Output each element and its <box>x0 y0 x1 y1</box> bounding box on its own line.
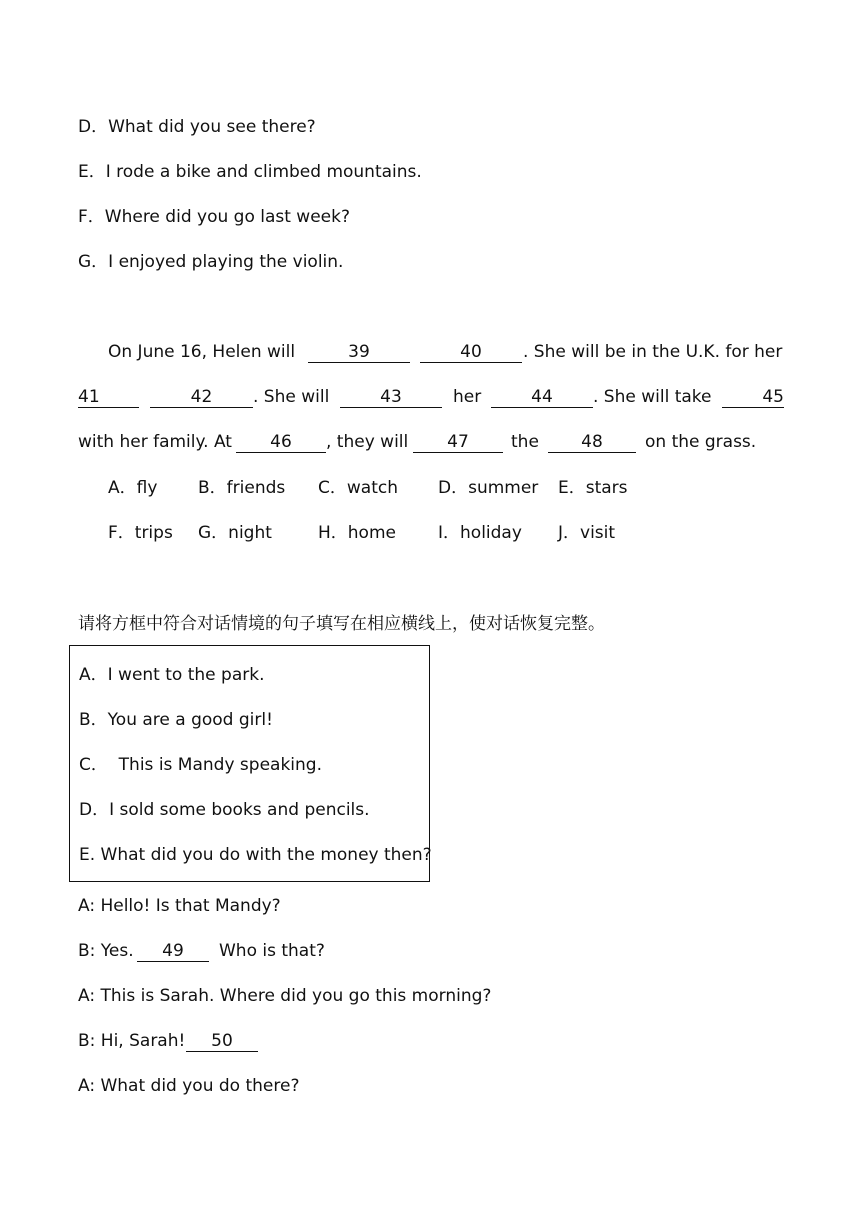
passage-text: On June 16, Helen will <box>108 342 296 362</box>
blank-45[interactable]: 45 <box>722 387 784 408</box>
word-bank-g: G．night <box>198 523 272 543</box>
dialogue-line-3: A: This is Sarah. Where did you go this morning? <box>78 986 492 1006</box>
blank-40[interactable]: 40 <box>420 342 522 363</box>
passage-text: the <box>511 432 539 452</box>
word-bank-f: F．trips <box>108 523 173 543</box>
passage-row-1 <box>78 340 784 364</box>
blank-49[interactable]: 49 <box>137 941 209 962</box>
options-box <box>69 645 430 882</box>
dialogue-line-5: A: What did you do there? <box>78 1076 300 1096</box>
blank-48[interactable]: 48 <box>548 432 636 453</box>
word-bank-a: A．fly <box>108 478 158 498</box>
blank-39[interactable]: 39 <box>308 342 410 363</box>
section-instruction: 请将方框中符合对话情境的句子填写在相应横线上，使对话恢复完整。 <box>78 614 605 634</box>
blank-47[interactable]: 47 <box>413 432 503 453</box>
dialogue-text: Who is that? <box>219 941 325 961</box>
dialogue-text: B: Yes. <box>78 941 134 961</box>
dialogue-text: B: Hi, Sarah! <box>78 1031 186 1051</box>
blank-50[interactable]: 50 <box>186 1031 258 1052</box>
passage-text: . She will take <box>593 387 712 407</box>
word-bank-i: I．holiday <box>438 523 522 543</box>
passage-text: , they will <box>326 432 409 452</box>
passage-text: with her family. At <box>78 432 232 452</box>
word-bank-e: E．stars <box>558 478 628 498</box>
box-option-e: E. What did you do with the money then? <box>79 845 432 865</box>
option-d: D．What did you see there? <box>78 117 316 137</box>
passage-text: on the grass. <box>645 432 757 452</box>
blank-42[interactable]: 42 <box>150 387 253 408</box>
passage-text: . She will <box>253 387 330 407</box>
dialogue-line-4 <box>78 1029 784 1053</box>
passage-text: her <box>453 387 482 407</box>
passage-row-2 <box>78 385 784 409</box>
blank-46[interactable]: 46 <box>236 432 326 453</box>
box-option-a: A．I went to the park. <box>79 665 265 685</box>
word-bank-j: J．visit <box>558 523 616 543</box>
option-g: G．I enjoyed playing the violin. <box>78 252 344 272</box>
blank-44[interactable]: 44 <box>491 387 593 408</box>
word-bank-c: C．watch <box>318 478 398 498</box>
passage-row-3 <box>78 430 784 454</box>
word-bank-b: B．friends <box>198 478 286 498</box>
blank-41[interactable]: 41 <box>78 387 139 408</box>
box-option-d: D．I sold some books and pencils. <box>79 800 370 820</box>
word-bank-d: D．summer <box>438 478 539 498</box>
word-bank-h: H．home <box>318 523 396 543</box>
box-option-c: C． This is Mandy speaking. <box>79 755 322 775</box>
blank-43[interactable]: 43 <box>340 387 442 408</box>
box-option-b: B．You are a good girl! <box>79 710 273 730</box>
passage-text: . She will be in the U.K. for her <box>523 342 783 362</box>
option-f: F．Where did you go last week? <box>78 207 350 227</box>
option-e: E．I rode a bike and climbed mountains. <box>78 162 422 182</box>
dialogue-line-2 <box>78 939 784 963</box>
dialogue-line-1: A: Hello! Is that Mandy? <box>78 896 281 916</box>
